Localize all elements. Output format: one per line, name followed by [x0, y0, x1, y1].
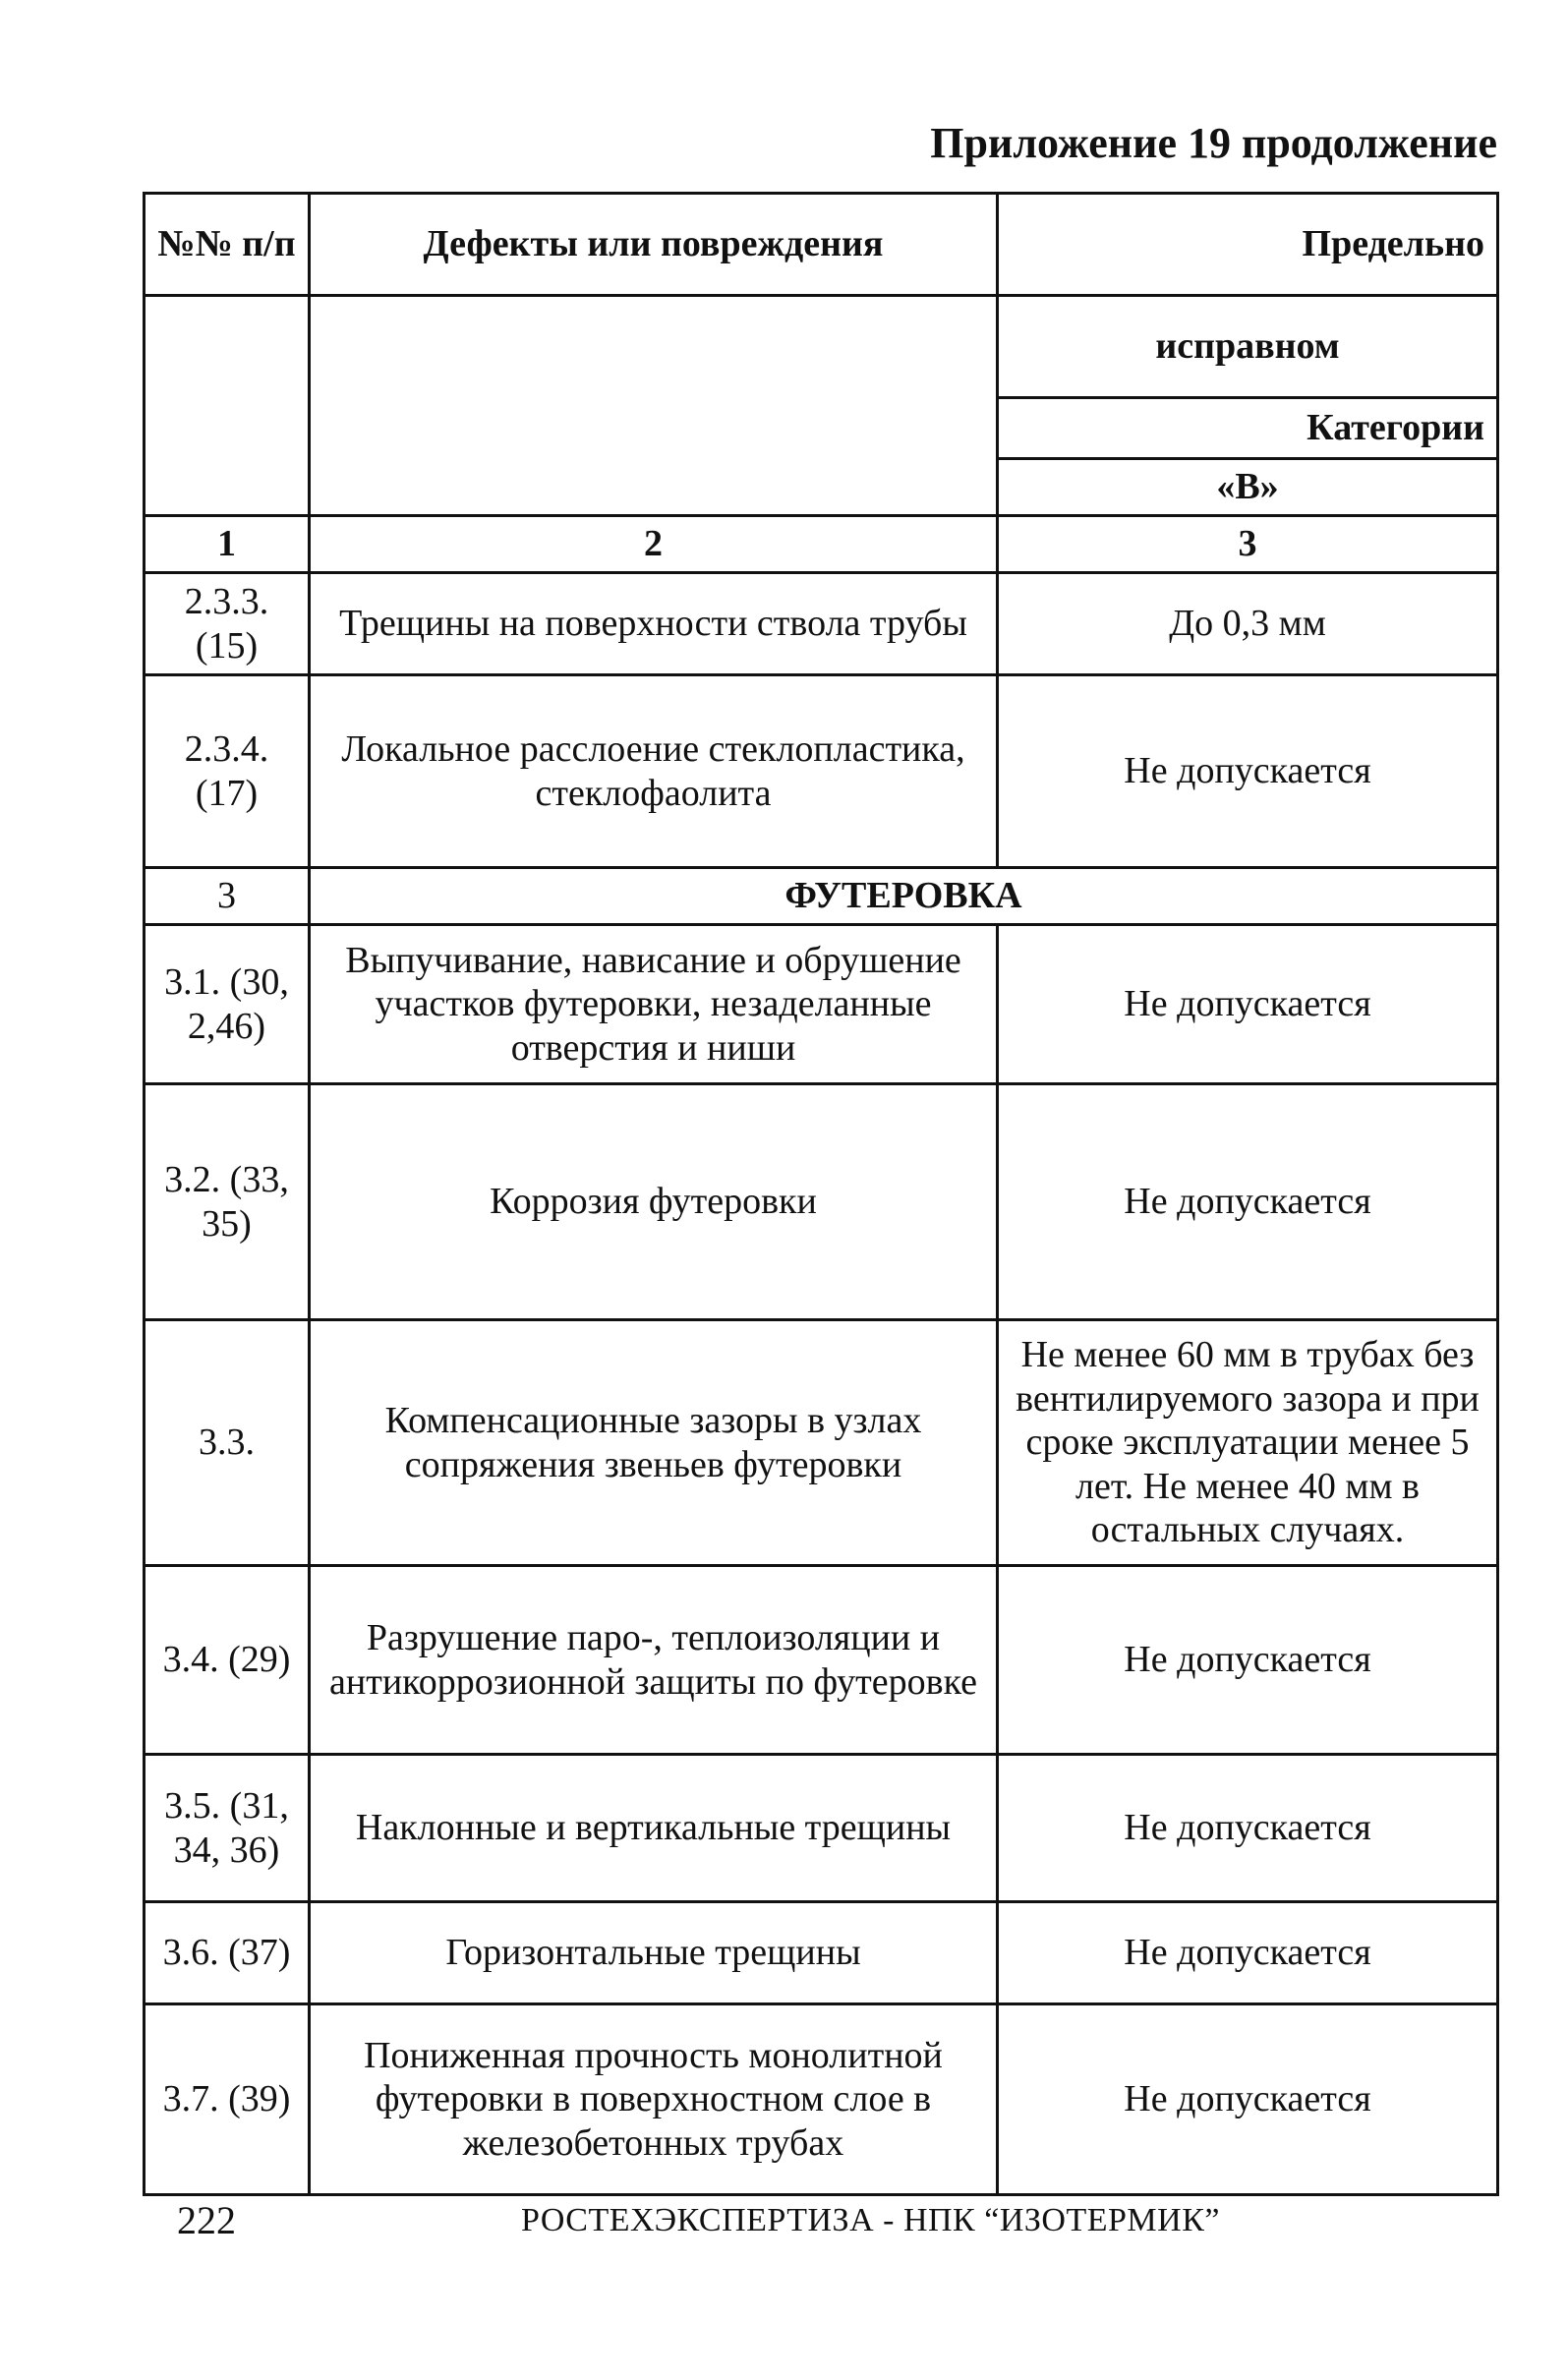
defects-table — [143, 192, 1499, 2196]
table-row — [145, 2004, 1498, 2195]
row-defect: Локальное расслоение стеклопластика, стеклофаолита — [310, 675, 998, 868]
row-defect: Коррозия футеровки — [310, 1084, 998, 1320]
row-limit: Не допускается — [998, 925, 1498, 1084]
header-state: исправном — [998, 296, 1498, 398]
table-row — [145, 1755, 1498, 1902]
row-limit: Не допускается — [998, 1755, 1498, 1902]
row-num: 2.3.4. (17) — [145, 675, 310, 868]
publisher-footer: РОСТЕХЭКСПЕРТИЗА - НПК “ИЗОТЕРМИК” — [521, 2202, 1220, 2238]
col-number-2: 2 — [310, 516, 998, 573]
header-defects-empty — [310, 296, 998, 516]
header-category: Категории — [998, 398, 1498, 459]
section-title: ФУТЕРОВКА — [310, 868, 1498, 925]
table-row — [145, 1084, 1498, 1320]
row-defect: Трещины на поверхности ствола трубы — [310, 573, 998, 675]
row-limit: Не допускается — [998, 1902, 1498, 2004]
row-limit: Не менее 60 мм в трубах без вентилируемого зазора и при сроке эксплуатации менее 5 лет. Не менее 40 мм в остальных случаях. — [998, 1320, 1498, 1566]
header-defects: Дефекты или повреждения — [310, 194, 998, 296]
row-num: 3.2. (33, 35) — [145, 1084, 310, 1320]
row-num: 2.3.3. (15) — [145, 573, 310, 675]
section-num: 3 — [145, 868, 310, 925]
row-limit: Не допускается — [998, 675, 1498, 868]
page-number: 222 — [177, 2198, 236, 2242]
table-row — [145, 1902, 1498, 2004]
row-num: 3.6. (37) — [145, 1902, 310, 2004]
table-row — [145, 1320, 1498, 1566]
row-defect: Компенсационные зазоры в узлах сопряжения звеньев футеровки — [310, 1320, 998, 1566]
section-row — [145, 868, 1498, 925]
row-defect: Выпучивание, нависание и обрушение участков футеровки, незаделанные отверстия и ниши — [310, 925, 998, 1084]
row-num: 3.7. (39) — [145, 2004, 310, 2195]
table-row — [145, 1566, 1498, 1755]
row-limit: Не допускается — [998, 2004, 1498, 2195]
header-num: №№ п/п — [145, 194, 310, 296]
page-title: Приложение 19 продолжение — [930, 119, 1497, 167]
header-limit: Предельно — [998, 194, 1498, 296]
table-row — [145, 675, 1498, 868]
row-defect: Разрушение паро-, теплоизоляции и антикоррозионной защиты по футеровке — [310, 1566, 998, 1755]
row-num: 3.4. (29) — [145, 1566, 310, 1755]
row-limit: До 0,3 мм — [998, 573, 1498, 675]
row-defect: Горизонтальные трещины — [310, 1902, 998, 2004]
row-limit: Не допускается — [998, 1084, 1498, 1320]
header-subrow — [145, 296, 1498, 398]
table-row — [145, 925, 1498, 1084]
row-num: 3.1. (30, 2,46) — [145, 925, 310, 1084]
row-num: 3.3. — [145, 1320, 310, 1566]
table-row — [145, 573, 1498, 675]
header-num-empty — [145, 296, 310, 516]
row-num: 3.5. (31, 34, 36) — [145, 1755, 310, 1902]
col-number-3: 3 — [998, 516, 1498, 573]
row-limit: Не допускается — [998, 1566, 1498, 1755]
header-row — [145, 194, 1498, 296]
row-defect: Наклонные и вертикальные трещины — [310, 1755, 998, 1902]
row-defect: Пониженная прочность монолитной футеровки в поверхностном слое в железобетонных трубах — [310, 2004, 998, 2195]
header-category-value: «В» — [998, 459, 1498, 516]
column-numbers-row — [145, 516, 1498, 573]
col-number-1: 1 — [145, 516, 310, 573]
